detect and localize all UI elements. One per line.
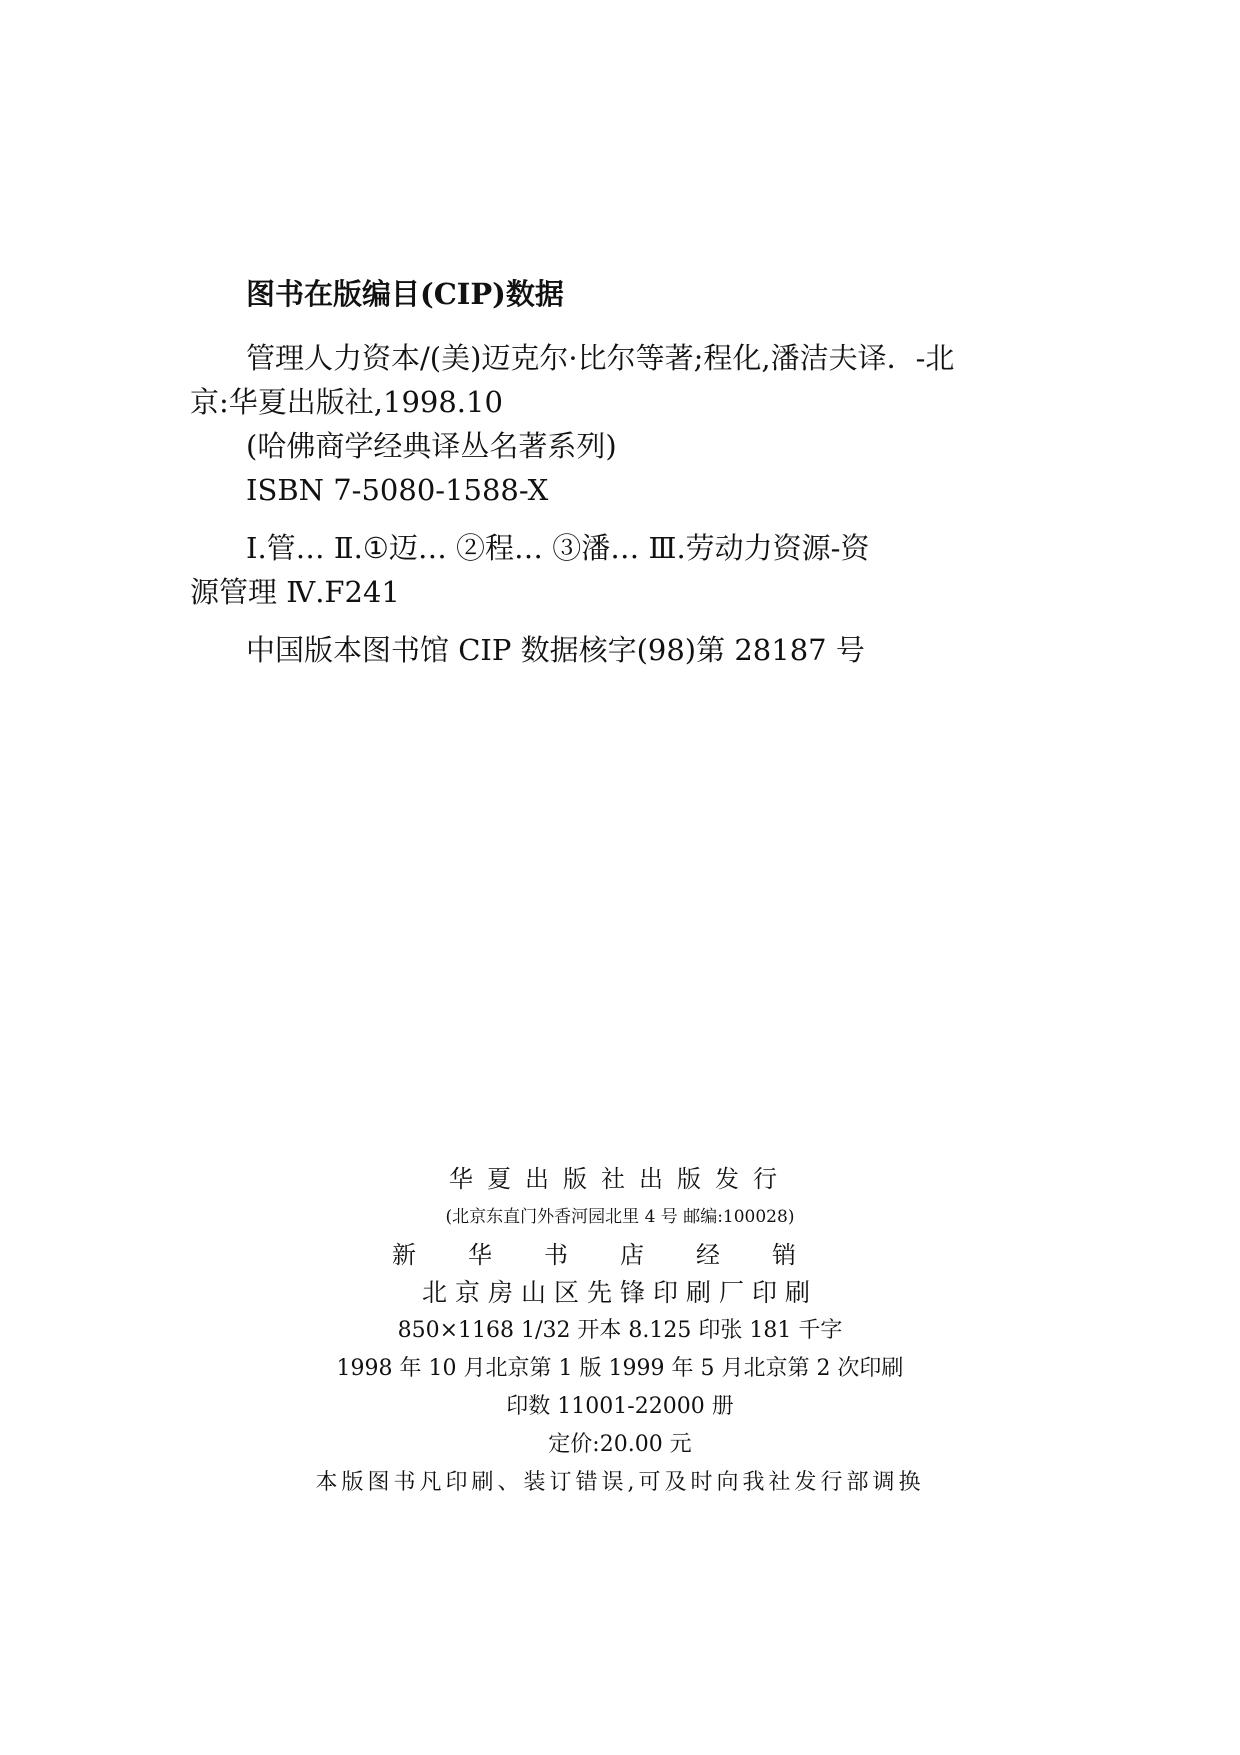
cip-isbn: ISBN 7-5080-1588-X <box>246 473 549 507</box>
cip-entry-line-2: 京:华夏出版社,1998.10 <box>190 385 503 419</box>
error-notice-line: 本版图书凡印刷、装订错误,可及时向我社发行部调换 <box>315 1470 925 1495</box>
cip-data-block <box>190 272 1117 672</box>
format-line: 850×1168 1/32 开本 8.125 印张 181 千字 <box>397 1318 843 1343</box>
cip-subject-line-2: 源管理 Ⅳ.F241 <box>190 575 400 609</box>
cip-record-number: 中国版本图书馆 CIP 数据核字(98)第 28187 号 <box>246 633 865 667</box>
edition-line: 1998 年 10 月北京第 1 版 1999 年 5 月北京第 2 次印刷 <box>336 1356 904 1381</box>
imprint-block <box>0 1160 1240 1502</box>
cip-series: (哈佛商学经典译丛名著系列) <box>246 429 617 463</box>
publisher-address: (北京东直门外香河园北里 4 号 邮编:100028) <box>445 1207 795 1227</box>
cip-entry <box>190 336 1117 424</box>
cip-subject-line-1: Ⅰ.管… Ⅱ.①迈… ②程… ③潘… Ⅲ.劳动力资源-资 <box>246 531 870 565</box>
cip-subject-headings <box>190 526 1117 614</box>
distributor-line: 新华书店经销 <box>392 1241 848 1269</box>
publisher-line: 华夏出版社出版发行 <box>449 1165 791 1193</box>
cip-entry-line-1: 管理人力资本/(美)迈克尔·比尔等著;程化,潘洁夫译．-北 <box>246 341 955 375</box>
printer-line: 北京房山区先锋印刷厂印刷 <box>421 1278 818 1307</box>
cip-heading: 图书在版编目(CIP)数据 <box>246 277 564 311</box>
price-line: 定价:20.00 元 <box>548 1432 692 1457</box>
print-run-line: 印数 11001-22000 册 <box>506 1394 734 1419</box>
